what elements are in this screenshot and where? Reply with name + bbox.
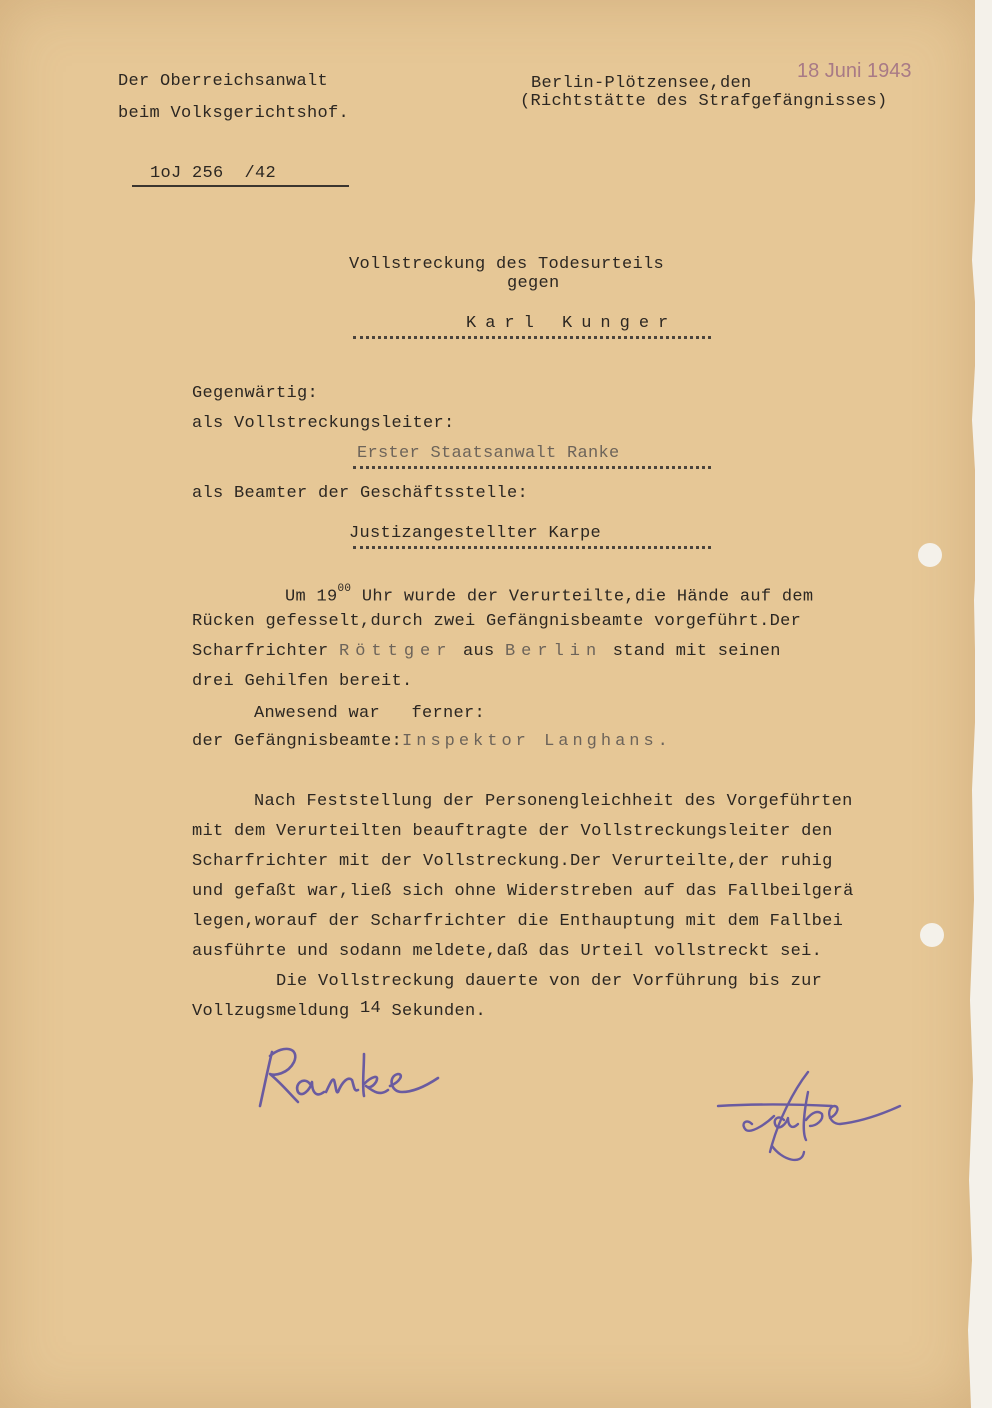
- duration-unit: Sekunden.: [381, 1002, 487, 1021]
- paragraph-1-line-2: Rücken gefesselt,durch zwei Gefängnisbeamte vorgeführt.Der: [192, 612, 802, 631]
- present-label: Gegenwärtig:: [192, 384, 319, 403]
- place-line-2: (Richtstätte des Strafgefängnisses): [520, 92, 888, 111]
- paragraph-4-line-2: [192, 999, 487, 1022]
- paragraph-1-line-4: drei Gehilfen bereit.: [192, 672, 413, 691]
- duration-value: 14: [360, 999, 382, 1018]
- prison-officer-label: der Gefängnisbeamte:: [192, 732, 403, 751]
- leader-label: als Vollstreckungsleiter:: [192, 414, 455, 433]
- executioner-from: aus: [452, 642, 505, 661]
- punch-hole-upper: [918, 543, 942, 567]
- paragraph-1-line-3-rest: stand mit seinen: [602, 642, 781, 661]
- clerk-label: als Beamter der Geschäftsstelle:: [192, 484, 529, 503]
- paragraph-3-line-1: Nach Feststellung der Personengleichheit des Vorgeführten: [254, 792, 853, 811]
- file-number-underline: [132, 185, 349, 187]
- paragraph-2-line-2: [192, 732, 672, 752]
- paragraph-1-line-1: [285, 582, 813, 608]
- date-stamp: 18 Juni 1943: [797, 60, 912, 82]
- paragraph-1-line-3: [192, 642, 781, 662]
- paragraph-3-line-6: ausführte und sodann meldete,daß das Urteil vollstreckt sei.: [192, 942, 823, 961]
- executioner-label: Scharfrichter: [192, 642, 340, 661]
- title-line-1: Vollstreckung des Todesurteils: [349, 255, 665, 274]
- leader-name: Erster Staatsanwalt Ranke: [357, 444, 620, 463]
- paragraph-1-line-1-rest: Uhr wurde der Verurteilte,die Hände auf dem: [351, 587, 814, 607]
- executioner-name: Röttger: [339, 642, 453, 661]
- duration-label: Vollzugsmeldung: [192, 1002, 361, 1021]
- clerk-dotted-line: [353, 546, 711, 549]
- paragraph-3-line-5: legen,worauf der Scharfrichter die Enthauptung mit dem Fallbei: [192, 912, 844, 931]
- torn-paper-edge: [948, 0, 992, 1408]
- file-number: 1oJ 256 /42: [150, 164, 277, 183]
- inspector-name: Inspektor Langhans.: [402, 732, 672, 751]
- paragraph-2-line-1: Anwesend war ferner:: [254, 704, 486, 723]
- paragraph-4-line-1: Die Vollstreckung dauerte von der Vorführung bis zur: [276, 972, 823, 991]
- signature-karpe: [712, 1062, 912, 1172]
- paragraph-3-line-4: und gefaßt war,ließ sich ohne Widerstreben auf das Fallbeilgerä: [192, 882, 854, 901]
- signature-ranke: [238, 1040, 458, 1120]
- authority-line-1: Der Oberreichsanwalt: [118, 72, 329, 91]
- time-superscript: 00: [337, 583, 352, 595]
- punch-hole-lower: [920, 923, 944, 947]
- authority-line-2: beim Volksgerichtshof.: [118, 104, 350, 123]
- time-prefix: Um 19: [285, 587, 338, 607]
- name-dotted-line: [353, 336, 711, 339]
- clerk-name: Justizangestellter Karpe: [349, 524, 602, 543]
- executioner-city: Berlin: [504, 642, 603, 661]
- paragraph-3-line-3: Scharfrichter mit der Vollstreckung.Der Verurteilte,der ruhig: [192, 852, 833, 871]
- condemned-name: Karl Kunger: [466, 314, 678, 333]
- leader-dotted-line: [353, 466, 711, 469]
- title-line-2: gegen: [507, 274, 560, 293]
- paragraph-3-line-2: mit dem Verurteilten beauftragte der Vollstreckungsleiter den: [192, 822, 833, 841]
- place-line-1: Berlin-Plötzensee,den: [531, 74, 752, 93]
